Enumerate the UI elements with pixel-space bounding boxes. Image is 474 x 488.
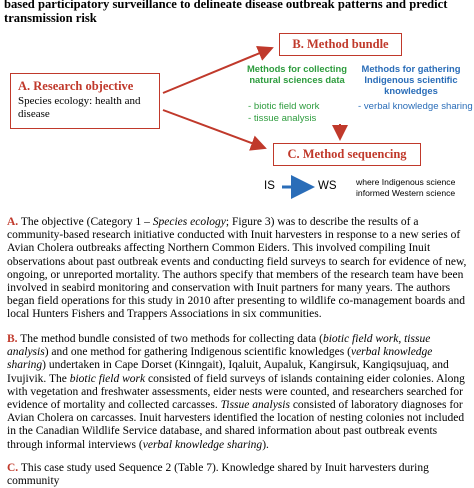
sequence-note: where Indigenous science informed Western science bbox=[356, 177, 456, 198]
paragraph-letter: C. bbox=[7, 462, 19, 474]
paragraph-letter: A. bbox=[7, 216, 19, 228]
paragraph-letter: B. bbox=[7, 333, 18, 345]
method-item: - biotic field work bbox=[248, 101, 320, 112]
paragraph-a: A. The objective (Category 1 – Species ecology; Figure 3) was to describe the results of a community-based research initiative conducted with Inuit harvesters in response to a new series of Avian Cholera outbreaks affecting Northern Common Eiders. This involved compiling Inuit observations about past outbreak events and conducting field surveys to search for evidence of new, ongoing, or unreported mortality. The authors specify that members of the research team have been involved in seabird monitoring and conservation with Inuit partners for many years. The authors began field operations for this study in 2010 after presenting to wildlife co-management boards and local Hunters Fishers and Trappers Associations in six communities. bbox=[7, 216, 467, 321]
paragraph-b: B. The method bundle consisted of two methods for collecting data (biotic field work, tissue analysis) and one method for gathering Indigenous scientific knowledges (verbal knowledge sharing) undertaken in Cape Dorset (Kinngait), Iqaluit, Aupaluk, Kangirsuk, Kangiqsujuaq, and Ivujivik. The biotic field work consisted of field surveys of islands containing eider colonies. Along with vegetation and freshwater assessments, eider nests were counted, and researchers searched for evidence of mortality and collected carcasses. Tissue analysis consisted of laboratory diagnoses for Avian Cholera on carcasses. Inuit harvesters identified the location of nesting colonies not included in the Canadian Wildlife Service database, and shared information about past outbreak events through informal interviews (verbal knowledge sharing). bbox=[7, 333, 465, 451]
natural-sciences-heading: Methods for collecting natural sciences data bbox=[246, 63, 347, 85]
research-objective-body: Species ecology: health and disease bbox=[18, 95, 141, 120]
method-sequencing-box bbox=[273, 143, 421, 166]
research-objective-box bbox=[10, 73, 160, 129]
sequence-from-label: IS bbox=[264, 180, 275, 192]
research-objective-title: A. Research objective bbox=[18, 79, 134, 93]
method-item: - verbal knowledge sharing bbox=[358, 101, 473, 112]
indigenous-knowledges-heading: Methods for gathering Indigenous scientific knowledges bbox=[361, 63, 461, 96]
figure-heading: based participatory surveillance to delineate disease outbreak patterns and predict transmission risk bbox=[4, 0, 448, 25]
sequence-to-label: WS bbox=[318, 180, 337, 192]
method-item: - tissue analysis bbox=[248, 113, 317, 124]
method-sequencing-title: C. Method sequencing bbox=[287, 147, 407, 161]
method-bundle-box bbox=[279, 33, 402, 56]
method-bundle-title: B. Method bundle bbox=[292, 37, 389, 51]
paragraph-c: C. This case study used Sequence 2 (Table 7). Knowledge shared by Inuit harvesters during community bbox=[7, 462, 429, 488]
